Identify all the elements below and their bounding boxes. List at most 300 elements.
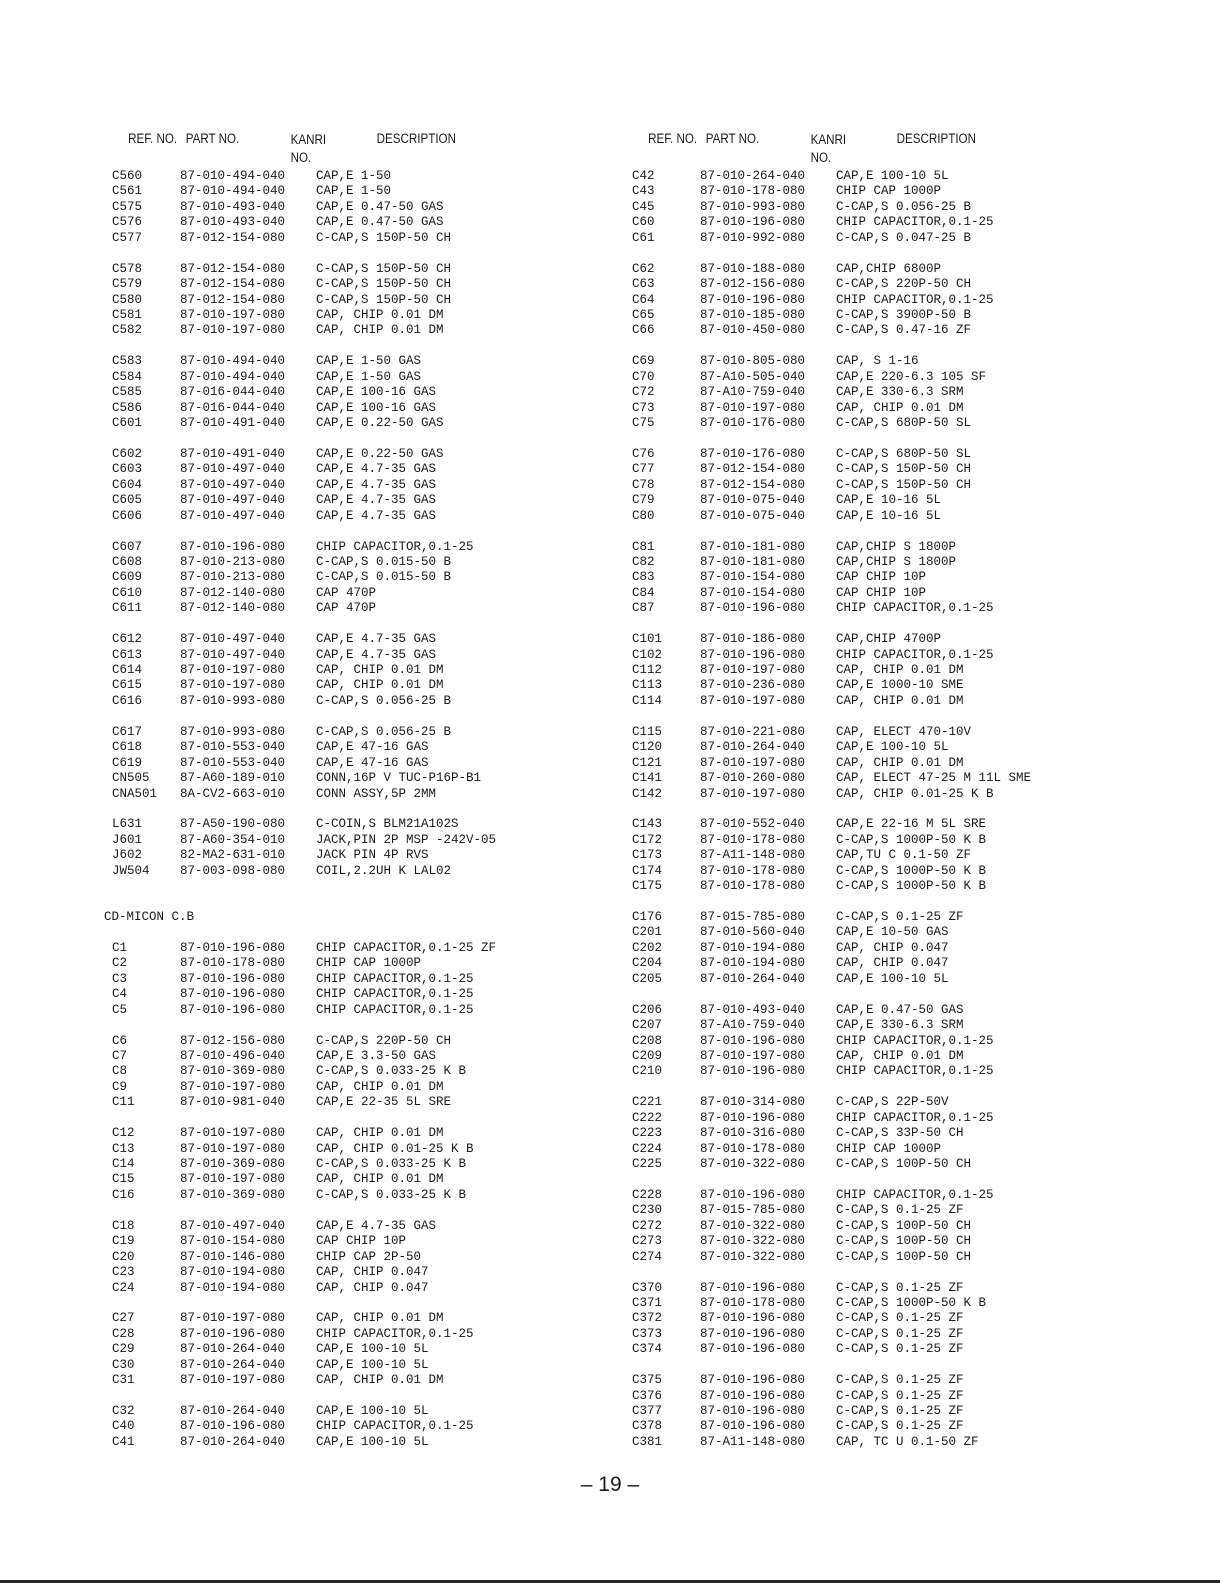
description-cell: CHIP CAP 1000P <box>316 956 422 971</box>
description-cell: CAP, CHIP 0.01 DM <box>836 663 964 677</box>
part-no-cell: 87-010-497-040 <box>180 508 286 523</box>
table-row <box>104 200 704 215</box>
description-cell: C-CAP,S 0.056-25 B <box>836 199 972 214</box>
description-cell: CAP,E 330-6.3 SRM <box>836 1018 964 1033</box>
description-cell: CAP, CHIP 0.01 DM <box>316 1126 444 1141</box>
table-row <box>104 601 704 616</box>
table-row <box>104 941 704 956</box>
description-cell: CAP,E 0.22-50 GAS <box>316 416 444 430</box>
table-row <box>624 740 1220 755</box>
ref-no-cell: C610 <box>112 585 143 600</box>
part-no-cell: 87-010-196-080 <box>700 647 806 662</box>
table-row <box>104 1034 704 1049</box>
table-row <box>624 1419 1220 1434</box>
ref-no-cell: C577 <box>112 230 143 245</box>
ref-no-cell: C66 <box>632 323 655 338</box>
part-no-cell: 87-010-260-080 <box>700 771 806 786</box>
part-no-cell: 87-010-264-040 <box>700 169 806 183</box>
description-cell: CHIP CAP 1000P <box>836 184 942 199</box>
row-spacer <box>104 1111 704 1126</box>
table-row <box>624 694 1220 709</box>
description-cell: CAP, CHIP 0.01 DM <box>316 1079 444 1094</box>
table-row <box>104 663 704 678</box>
part-no-cell: 87-010-196-080 <box>700 1311 806 1326</box>
description-cell: CHIP CAPACITOR,0.1-25 ZF <box>316 940 497 955</box>
row-spacer <box>624 1265 1220 1280</box>
description-cell: C-CAP,S 0.056-25 B <box>316 724 452 739</box>
part-no-cell: 87-012-154-080 <box>180 230 286 245</box>
description-cell: CAP,TU C 0.1-50 ZF <box>836 848 972 863</box>
part-no-cell: 87-010-196-080 <box>180 971 286 986</box>
ref-no-cell: C603 <box>112 462 143 477</box>
description-cell: C-CAP,S 33P-50 CH <box>836 1126 964 1141</box>
column-header <box>624 129 1140 169</box>
description-cell: CHIP CAPACITOR,0.1-25 <box>316 1326 474 1341</box>
ref-no-cell: C81 <box>632 539 655 554</box>
ref-no-cell: C580 <box>112 292 143 307</box>
ref-no-cell: C76 <box>632 446 655 461</box>
ref-no-cell: C371 <box>632 1295 663 1310</box>
row-spacer <box>624 1358 1220 1373</box>
description-cell: C-CAP,S 0.033-25 K B <box>316 1157 467 1171</box>
part-no-cell: 87-010-493-040 <box>180 199 286 214</box>
ref-no-cell: C63 <box>632 277 655 292</box>
table-row <box>104 509 704 524</box>
table-row <box>624 215 1220 230</box>
description-cell: C-CAP,S 0.1-25 ZF <box>836 1311 964 1326</box>
description-cell: CAP, CHIP 0.01 DM <box>316 1172 444 1187</box>
table-row <box>104 401 704 416</box>
description-cell: CAP,E 1000-10 SME <box>836 678 964 693</box>
part-no-cell: 87-010-197-080 <box>180 663 286 677</box>
part-no-cell: 87-010-264-040 <box>180 1357 286 1372</box>
table-row <box>104 1265 704 1280</box>
part-no-cell: 87-010-181-080 <box>700 539 806 554</box>
table-row <box>624 1203 1220 1218</box>
part-no-cell: 87-A10-505-040 <box>700 369 806 384</box>
description-cell: CAP, CHIP 0.047 <box>836 956 949 971</box>
part-no-cell: 87-010-560-040 <box>700 925 806 940</box>
part-no-cell: 87-010-181-080 <box>700 554 806 569</box>
ref-no-cell: C201 <box>632 925 663 940</box>
table-row <box>104 447 704 462</box>
description-cell: C-CAP,S 0.033-25 K B <box>316 1064 467 1079</box>
part-no-cell: 87-010-316-080 <box>700 1126 806 1141</box>
description-cell: CAP, CHIP 0.01 DM <box>836 400 964 415</box>
description-cell: CAP, CHIP 0.01 DM <box>316 663 444 677</box>
row-spacer <box>624 246 1220 261</box>
description-cell: CHIP CAP 1000P <box>836 1141 942 1156</box>
ref-no-cell: C373 <box>632 1326 663 1341</box>
description-cell: CAP, CHIP 0.01 DM <box>316 307 444 322</box>
row-spacer <box>104 617 704 632</box>
ref-no-cell: C581 <box>112 307 143 322</box>
ref-no-cell: C83 <box>632 570 655 585</box>
table-row <box>624 493 1220 508</box>
part-no-cell: 87-010-493-040 <box>180 215 286 230</box>
table-row <box>104 632 704 647</box>
description-cell: CAP,CHIP 4700P <box>836 632 942 647</box>
table-row <box>624 231 1220 246</box>
row-spacer <box>104 709 704 724</box>
table-row <box>104 231 704 246</box>
part-no-cell: 87-010-981-040 <box>180 1095 286 1110</box>
description-cell: CAP,E 4.7-35 GAS <box>316 493 437 508</box>
part-no-cell: 87-010-264-040 <box>700 971 806 986</box>
part-no-cell: 87-010-992-080 <box>700 230 806 245</box>
description-cell: CHIP CAPACITOR,0.1-25 <box>836 1064 994 1079</box>
description-cell: CAP,E 1-50 GAS <box>316 354 422 369</box>
description-cell: CAP,E 4.7-35 GAS <box>316 462 437 477</box>
description-cell: CAP, ELECT 470-10V <box>836 724 972 739</box>
table-row <box>104 416 704 431</box>
table-row <box>624 771 1220 786</box>
row-spacer <box>104 1389 704 1404</box>
description-cell: C-CAP,S 1000P-50 K B <box>836 863 987 878</box>
ref-no-cell: C115 <box>632 724 663 739</box>
description-cell: C-CAP,S 220P-50 CH <box>316 1033 452 1048</box>
ref-no-cell: C14 <box>112 1157 135 1171</box>
table-row <box>624 1281 1220 1296</box>
row-spacer <box>624 709 1220 724</box>
description-cell: CHIP CAPACITOR,0.1-25 <box>316 1419 474 1434</box>
table-row <box>104 1358 704 1373</box>
part-no-cell: 87-010-993-080 <box>700 199 806 214</box>
ref-no-cell: C584 <box>112 369 143 384</box>
table-row <box>104 1311 704 1326</box>
table-row <box>624 879 1220 894</box>
ref-no-heading: REF. NO. <box>128 131 178 146</box>
part-no-cell: 87-010-196-080 <box>180 539 286 554</box>
ref-no-cell: C82 <box>632 554 655 569</box>
table-row <box>624 1373 1220 1388</box>
part-no-cell: 87-012-140-080 <box>180 585 286 600</box>
ref-no-cell: C113 <box>632 678 663 693</box>
ref-no-cell: C32 <box>112 1404 135 1418</box>
description-cell: CHIP CAP 2P-50 <box>316 1249 422 1264</box>
description-cell: CAP, S 1-16 <box>836 354 919 369</box>
ref-no-cell: C611 <box>112 601 143 616</box>
table-row <box>624 787 1220 802</box>
part-no-cell: 87-010-493-040 <box>700 1002 806 1017</box>
part-no-heading: PART NO. <box>705 131 760 146</box>
table-row <box>104 1234 704 1249</box>
ref-no-cell: C578 <box>112 261 143 276</box>
description-cell: C-CAP,S 100P-50 CH <box>836 1249 972 1264</box>
table-row <box>104 1435 704 1450</box>
table-row <box>624 601 1220 616</box>
part-no-cell: 87-010-196-080 <box>700 1419 806 1434</box>
row-spacer <box>104 802 704 817</box>
description-cell: C-CAP,S 680P-50 SL <box>836 416 972 430</box>
ref-no-heading: REF. NO. <box>648 131 698 146</box>
description-cell: CAP,E 4.7-35 GAS <box>316 647 437 662</box>
ref-no-cell: C230 <box>632 1203 663 1218</box>
table-row <box>624 184 1220 199</box>
ref-no-cell: C28 <box>112 1326 135 1341</box>
description-cell: CAP,E 10-50 GAS <box>836 925 949 940</box>
ref-no-cell: JW504 <box>112 863 150 878</box>
ref-no-cell: C16 <box>112 1187 135 1202</box>
ref-no-cell: C24 <box>112 1280 135 1295</box>
ref-no-cell: C112 <box>632 663 663 677</box>
table-row <box>624 1389 1220 1404</box>
table-row <box>104 478 704 493</box>
description-cell: CAP,E 47-16 GAS <box>316 755 429 770</box>
description-cell: CONN,16P V TUC-P16P-B1 <box>316 771 482 786</box>
ref-no-cell: C225 <box>632 1157 663 1171</box>
description-cell: JACK PIN 4P RVS <box>316 848 429 863</box>
part-no-cell: 87-010-497-040 <box>180 462 286 477</box>
table-row <box>104 771 704 786</box>
ref-no-cell: C27 <box>112 1311 135 1326</box>
ref-no-cell: C223 <box>632 1126 663 1141</box>
table-row <box>104 370 704 385</box>
part-no-cell: 87-012-156-080 <box>700 277 806 292</box>
ref-no-cell: C65 <box>632 307 655 322</box>
ref-no-cell: CN505 <box>112 771 150 786</box>
ref-no-cell: C619 <box>112 755 143 770</box>
part-no-cell: 87-010-264-040 <box>180 1404 286 1418</box>
description-cell: CAP, CHIP 0.01 DM <box>316 323 444 338</box>
description-cell: CAP CHIP 10P <box>316 1234 407 1249</box>
part-no-cell: 87-010-197-080 <box>180 323 286 338</box>
part-no-cell: 87-010-494-040 <box>180 354 286 369</box>
ref-no-cell: C575 <box>112 199 143 214</box>
ref-no-cell: C15 <box>112 1172 135 1187</box>
ref-no-cell: C615 <box>112 678 143 693</box>
part-no-cell: 87-010-197-080 <box>180 1126 286 1141</box>
table-row <box>104 1250 704 1265</box>
description-cell: CAP, CHIP 0.047 <box>836 940 949 955</box>
part-no-cell: 87-010-154-080 <box>700 570 806 585</box>
description-cell: CAP,E 100-16 GAS <box>316 400 437 415</box>
part-no-cell: 87-010-491-040 <box>180 446 286 461</box>
table-row <box>624 910 1220 925</box>
description-cell: C-CAP,S 150P-50 CH <box>316 292 452 307</box>
section-title-text: CD-MICON C.B <box>104 910 195 924</box>
description-cell: CAP,E 100-10 5L <box>316 1434 429 1449</box>
table-row <box>104 740 704 755</box>
part-no-cell: 87-010-197-080 <box>180 1079 286 1094</box>
table-row <box>624 1342 1220 1357</box>
ref-no-cell: C12 <box>112 1126 135 1141</box>
table-row <box>624 169 1220 184</box>
description-cell: CAP,E 100-10 5L <box>836 169 949 183</box>
row-spacer <box>104 879 704 894</box>
table-row <box>624 1034 1220 1049</box>
table-row <box>624 200 1220 215</box>
description-cell: C-CAP,S 100P-50 CH <box>836 1234 972 1249</box>
ref-no-cell: C601 <box>112 416 143 430</box>
ref-no-cell: C612 <box>112 632 143 647</box>
table-row <box>624 956 1220 971</box>
description-cell: CAP,E 1-50 GAS <box>316 369 422 384</box>
ref-no-cell: C31 <box>112 1373 135 1388</box>
description-cell: CAP,E 3.3-50 GAS <box>316 1048 437 1063</box>
ref-no-cell: C561 <box>112 184 143 199</box>
part-no-cell: 87-010-178-080 <box>180 956 286 971</box>
ref-no-cell: C42 <box>632 169 655 183</box>
table-row <box>104 725 704 740</box>
part-no-cell: 87-010-197-080 <box>180 1172 286 1187</box>
ref-no-cell: C370 <box>632 1280 663 1295</box>
part-no-cell: 87-010-196-080 <box>700 1326 806 1341</box>
ref-no-cell: C73 <box>632 400 655 415</box>
ref-no-cell: C560 <box>112 169 143 183</box>
description-cell: CAP,CHIP S 1800P <box>836 539 957 554</box>
description-cell: C-CAP,S 0.1-25 ZF <box>836 1419 964 1434</box>
table-row <box>104 1342 704 1357</box>
row-spacer <box>624 895 1220 910</box>
ref-no-cell: C174 <box>632 863 663 878</box>
description-cell: C-CAP,S 150P-50 CH <box>836 462 972 477</box>
ref-no-cell: C376 <box>632 1388 663 1403</box>
part-no-cell: 87-010-196-080 <box>700 1187 806 1202</box>
table-row <box>624 509 1220 524</box>
description-cell: CAP, CHIP 0.01 DM <box>316 1311 444 1326</box>
ref-no-cell: C210 <box>632 1064 663 1079</box>
table-row <box>104 540 704 555</box>
table-row <box>624 725 1220 740</box>
description-cell: CHIP CAPACITOR,0.1-25 <box>316 987 474 1002</box>
part-no-cell: 87-010-196-080 <box>700 1280 806 1295</box>
description-cell: CHIP CAPACITOR,0.1-25 <box>836 601 994 616</box>
table-row <box>624 648 1220 663</box>
part-no-cell: 87-010-196-080 <box>700 1033 806 1048</box>
table-row <box>624 1003 1220 1018</box>
table-row <box>104 1157 704 1172</box>
part-no-cell: 87-012-140-080 <box>180 601 286 616</box>
part-no-cell: 87-010-196-080 <box>180 987 286 1002</box>
part-no-cell: 87-010-236-080 <box>700 678 806 693</box>
description-cell: C-CAP,S 0.056-25 B <box>316 693 452 708</box>
table-row <box>104 570 704 585</box>
part-no-cell: 87-010-369-080 <box>180 1187 286 1202</box>
ref-no-cell: C585 <box>112 385 143 400</box>
ref-no-cell: C141 <box>632 771 663 786</box>
description-cell: CAP,E 100-10 5L <box>316 1357 429 1372</box>
part-no-cell: 87-010-196-080 <box>700 1110 806 1125</box>
table-row <box>624 1111 1220 1126</box>
part-no-cell: 87-012-156-080 <box>180 1033 286 1048</box>
table-row <box>624 663 1220 678</box>
ref-no-cell: C228 <box>632 1187 663 1202</box>
part-no-cell: 87-010-194-080 <box>180 1265 286 1280</box>
table-row <box>624 586 1220 601</box>
part-no-cell: 87-010-264-040 <box>700 740 806 755</box>
description-cell: CAP,E 22-16 M 5L SRE <box>836 817 987 832</box>
table-row <box>104 1281 704 1296</box>
ref-no-cell: C583 <box>112 354 143 369</box>
table-row <box>624 1311 1220 1326</box>
description-cell: CAP,E 10-16 5L <box>836 493 942 508</box>
parts-column-left <box>104 129 704 1450</box>
table-row <box>104 987 704 1002</box>
description-cell: C-CAP,S 0.1-25 ZF <box>836 1326 964 1341</box>
part-no-cell: 87-010-178-080 <box>700 863 806 878</box>
table-row <box>624 972 1220 987</box>
description-cell: C-CAP,S 150P-50 CH <box>316 277 452 292</box>
kanri-no-heading: KANRI NO. <box>290 132 327 165</box>
table-row <box>104 323 704 338</box>
description-cell: C-CAP,S 0.047-25 B <box>836 230 972 245</box>
table-row <box>104 1373 704 1388</box>
ref-no-cell: C13 <box>112 1141 135 1156</box>
description-cell: C-CAP,S 150P-50 CH <box>316 261 452 276</box>
table-row <box>104 972 704 987</box>
part-no-cell: 87-010-176-080 <box>700 446 806 461</box>
table-row <box>624 1157 1220 1172</box>
ref-no-cell: C102 <box>632 647 663 662</box>
ref-no-cell: C43 <box>632 184 655 199</box>
row-spacer <box>104 246 704 261</box>
table-row <box>104 169 704 184</box>
part-no-cell: 87-010-264-040 <box>180 1434 286 1449</box>
table-row <box>104 1142 704 1157</box>
table-row <box>624 370 1220 385</box>
part-no-cell: 87-010-196-080 <box>700 292 806 307</box>
table-row <box>104 277 704 292</box>
table-row <box>624 447 1220 462</box>
ref-no-cell: C175 <box>632 879 663 894</box>
row-spacer <box>104 1018 704 1033</box>
table-row <box>624 1142 1220 1157</box>
part-no-cell: 87-015-785-080 <box>700 1203 806 1218</box>
part-no-cell: 87-010-553-040 <box>180 755 286 770</box>
ref-no-cell: C41 <box>112 1434 135 1449</box>
part-no-cell: 87-010-196-080 <box>700 1373 806 1388</box>
description-cell: C-CAP,S 3900P-50 B <box>836 307 972 322</box>
ref-no-cell: C1 <box>112 940 128 955</box>
ref-no-cell: C372 <box>632 1311 663 1326</box>
ref-no-cell: C84 <box>632 585 655 600</box>
row-spacer <box>104 431 704 446</box>
ref-no-cell: C2 <box>112 956 128 971</box>
part-no-cell: 87-A11-148-080 <box>700 1434 806 1449</box>
description-cell: CONN ASSY,5P 2MM <box>316 786 437 801</box>
table-row <box>104 1095 704 1110</box>
part-no-cell: 87-010-197-080 <box>180 1373 286 1388</box>
description-cell: CAP, ELECT 47-25 M 11L SME <box>836 771 1032 786</box>
part-no-cell: 87-010-552-040 <box>700 817 806 832</box>
description-cell: C-CAP,S 0.1-25 ZF <box>836 1388 964 1403</box>
table-row <box>104 1327 704 1342</box>
parts-list <box>104 169 704 1450</box>
description-cell: CAP, CHIP 0.01 DM <box>836 755 964 770</box>
part-no-cell: 87-010-314-080 <box>700 1095 806 1110</box>
part-no-cell: 87-010-213-080 <box>180 554 286 569</box>
row-spacer <box>104 1296 704 1311</box>
description-cell: CAP CHIP 10P <box>836 585 927 600</box>
description-cell: C-CAP,S 100P-50 CH <box>836 1157 972 1171</box>
part-no-cell: 87-010-196-080 <box>700 601 806 616</box>
ref-no-cell: C40 <box>112 1419 135 1434</box>
description-cell: CAP,E 4.7-35 GAS <box>316 1218 437 1233</box>
part-no-cell: 87-010-178-080 <box>700 184 806 199</box>
description-cell: CHIP CAPACITOR,0.1-25 <box>836 1187 994 1202</box>
description-cell: C-CAP,S 0.1-25 ZF <box>836 1404 964 1418</box>
description-cell: C-CAP,S 220P-50 CH <box>836 277 972 292</box>
row-spacer <box>624 524 1220 539</box>
table-row <box>104 262 704 277</box>
table-row <box>104 648 704 663</box>
table-row <box>624 1219 1220 1234</box>
ref-no-cell: C375 <box>632 1373 663 1388</box>
table-row <box>104 1404 704 1419</box>
table-row <box>624 941 1220 956</box>
row-spacer <box>104 524 704 539</box>
